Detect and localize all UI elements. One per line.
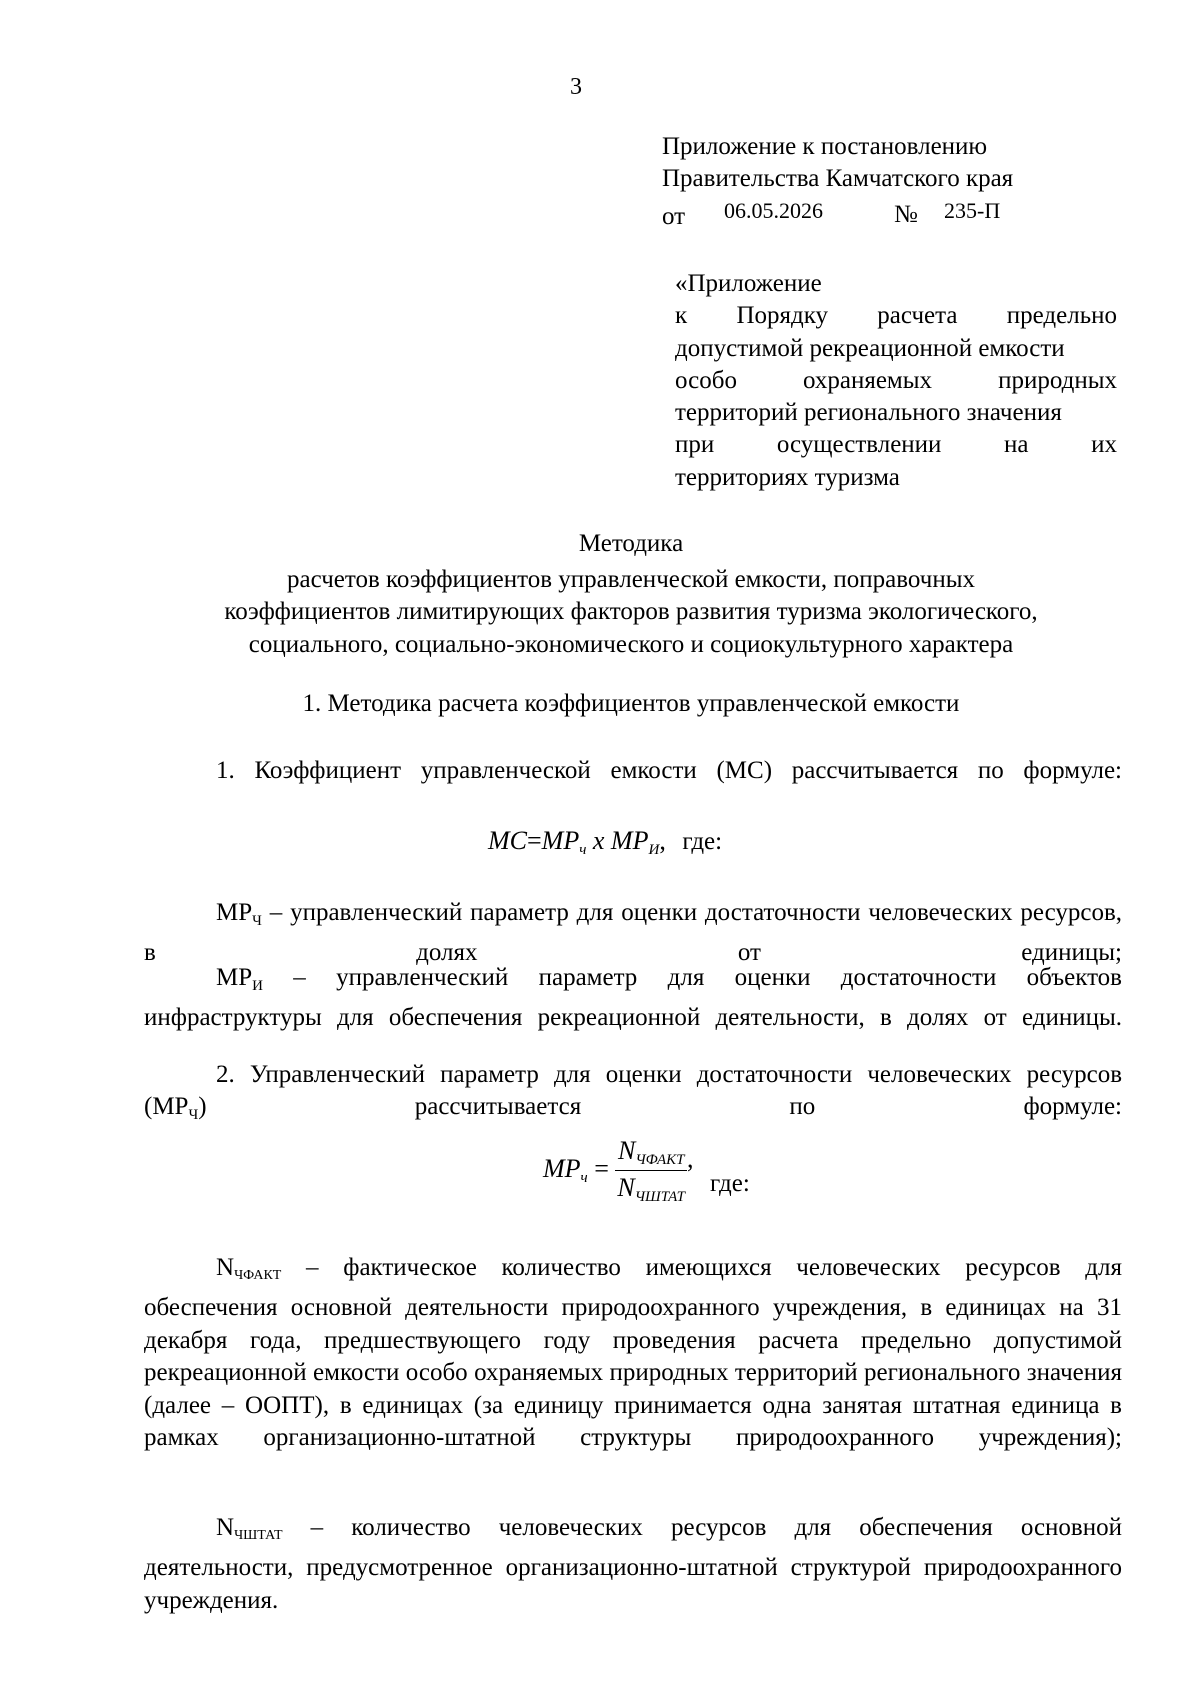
formula-subscript: ЧШТАТ: [634, 1189, 686, 1205]
subscript: Ч: [188, 1107, 199, 1124]
definition-text: – количество человеческих ресурсов для обеспечения основной деятельности, предусмотренное организационно-штатной структурой природоохранного учреждения.: [144, 1514, 1122, 1614]
formula-subscript: И: [648, 842, 660, 858]
decree-date: 06.05.2026: [724, 198, 823, 223]
formula-where: где:: [682, 828, 723, 855]
formula-subscript: ч: [579, 842, 587, 858]
definition-n-shtat: [144, 1512, 1122, 1617]
paragraph-1: 1. Коэффициент управленческой емкости (МС) рассчитывается по формуле:: [216, 757, 1122, 784]
fraction-denominator: [615, 1171, 687, 1206]
symbol: MP: [216, 964, 253, 991]
formula-operator: =: [594, 1153, 609, 1183]
inner-appendix-line: к Порядку расчета предельно: [675, 302, 1117, 330]
paragraph-2: [144, 1059, 1122, 1132]
inner-appendix-line: особо охраняемых природных: [675, 366, 1117, 394]
formula-symbol: N: [617, 1173, 635, 1202]
definition-mp-ch: [144, 897, 1122, 970]
definition-n-fact: [144, 1252, 1122, 1454]
symbol: N: [216, 1514, 235, 1541]
subtitle-line: расчетов коэффициентов управленческой емкости, поправочных: [287, 566, 975, 593]
appendix-date-row: [662, 195, 1122, 230]
subtitle-line: коэффициентов лимитирующих факторов развития туризма экологического,: [224, 598, 1038, 626]
formula-symbol: MP: [541, 826, 580, 855]
symbol: N: [216, 1254, 235, 1281]
definition-text: – управленческий параметр для оценки достаточности объектов инфраструктуры для обеспечения рекреационной деятельности, в долях от единицы.: [144, 964, 1122, 1032]
inner-appendix-line: территориях туризма: [675, 463, 900, 491]
inner-appendix-line: при осуществлении на их: [675, 431, 1117, 459]
appendix-header: [662, 131, 1122, 230]
subscript: Ч: [252, 913, 262, 929]
section-heading: 1. Методика расчета коэффициентов управленческой емкости: [302, 690, 960, 717]
subscript: И: [252, 978, 263, 994]
symbol: MP: [152, 1093, 189, 1121]
inner-appendix-line: «Приложение: [675, 270, 822, 297]
formula-operator: =: [527, 826, 542, 855]
formula-fraction: [615, 1136, 687, 1206]
formula-operator: x: [592, 826, 605, 855]
paragraph-text: 2. Управленческий параметр для оценки достаточности человеческих ресурсов (: [144, 1061, 1122, 1121]
inner-appendix: [675, 268, 1117, 494]
formula-mc: [488, 826, 722, 859]
definition-text: – фактическое количество имеющихся человеческих ресурсов для обеспечения основной деятельности природоохранного учреждения, в единицах на 31 декабря года, предшествующего году проведения расчета предельно допустимой рекреационной емкости особо охраняемых природных территорий регионального значения (далее – ООПТ), в единицах (за единицу принимается одна занятая штатная единица в рамках организационно-штатной структуры природоохранного учреждения);: [144, 1254, 1122, 1452]
appendix-header-line1: Приложение к постановлению: [662, 133, 988, 160]
formula-symbol: MC: [488, 826, 527, 855]
symbol: MP: [216, 899, 253, 926]
formula-symbol: MP: [610, 826, 649, 855]
page-number: 3: [570, 74, 582, 100]
formula-mp-ch: [543, 1136, 750, 1206]
appendix-header-line2: Правительства Камчатского края: [662, 165, 1014, 192]
subtitle-line: социального, социально-экономического и социокультурного характера: [248, 630, 1014, 658]
number-label: №: [894, 201, 918, 228]
inner-appendix-line: территорий регионального значения: [675, 399, 1062, 427]
subscript: ЧШТАТ: [234, 1528, 283, 1543]
formula-subscript: ч: [580, 1169, 588, 1186]
formula-comma: ,: [687, 1143, 694, 1173]
definition-mp-i: [144, 962, 1122, 1035]
formula-where: где:: [710, 1169, 750, 1197]
inner-appendix-line: допустимой рекреационной емкости: [675, 334, 1065, 362]
formula-symbol: N: [617, 1136, 636, 1165]
formula-comma: ,: [659, 826, 666, 855]
paragraph-text: ) рассчитывается по формуле:: [198, 1093, 1122, 1121]
subscript: ЧФАКТ: [234, 1268, 282, 1283]
formula-symbol: MP: [543, 1153, 581, 1183]
formula-subscript: ЧФАКТ: [635, 1152, 685, 1168]
from-label: от: [662, 203, 686, 230]
fraction-numerator: [615, 1136, 687, 1171]
decree-number: 235-П: [944, 198, 1001, 223]
document-title: Методика: [578, 530, 684, 557]
definition-text: – управленческий параметр для оценки достаточности человеческих ресурсов, в долях от единицы;: [144, 899, 1122, 967]
document-subtitle: [0, 564, 1200, 661]
